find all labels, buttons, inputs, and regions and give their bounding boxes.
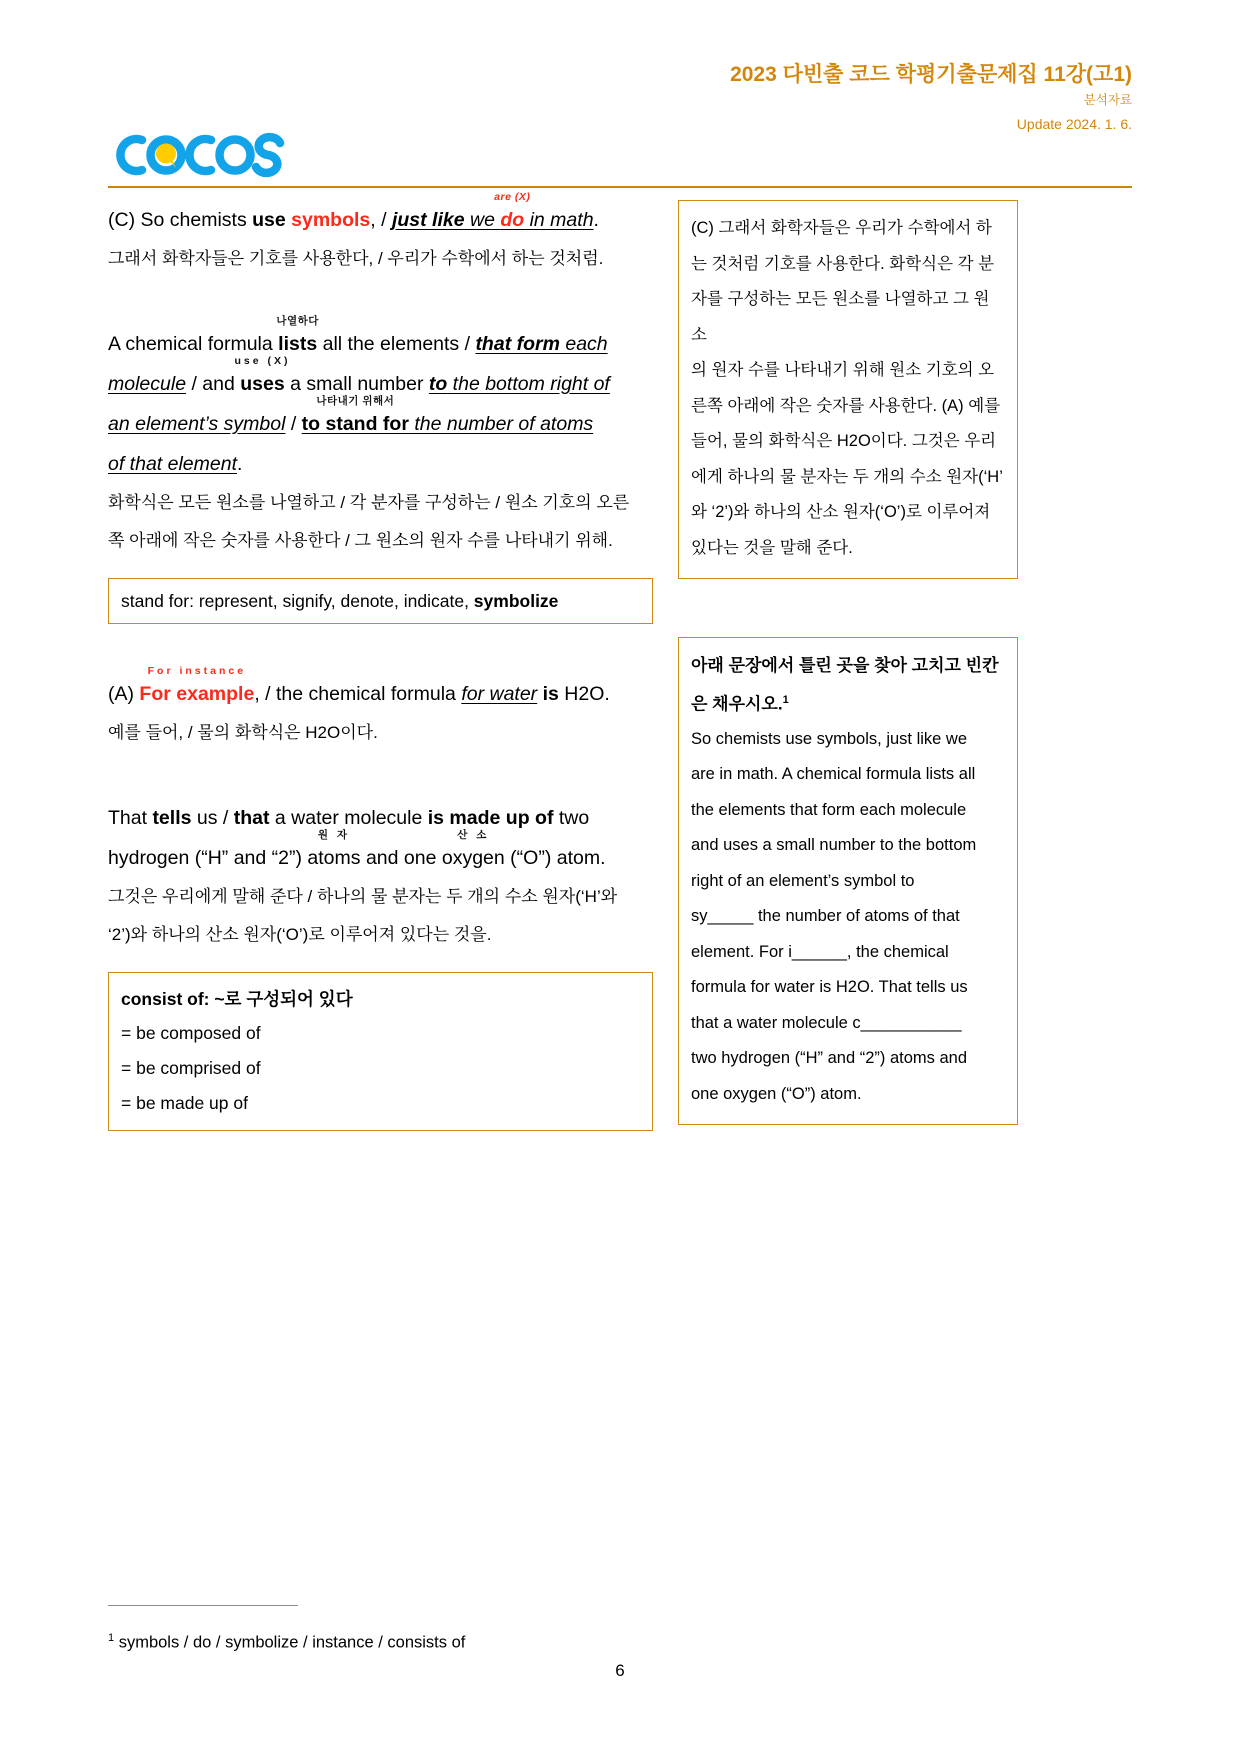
translation-line-6: 에게 하나의 물 분자는 두 개의 수소 원자(‘H’ bbox=[691, 467, 1003, 486]
marker-a: (A) bbox=[108, 683, 140, 705]
vocab-box-consist-of bbox=[108, 972, 653, 1131]
spacer-5 bbox=[108, 958, 653, 972]
exercise-box bbox=[678, 637, 1018, 1125]
p4l2-b: and one bbox=[360, 847, 442, 869]
p3-h2o: H2O. bbox=[558, 683, 610, 705]
translation-line-8: 있다는 것을 말해 준다. bbox=[691, 538, 853, 557]
p4-that: that bbox=[233, 807, 270, 829]
exercise-title-footnote-marker: 1 bbox=[782, 694, 789, 706]
korean-translation-box bbox=[678, 200, 1018, 579]
translation-line-5: 들어, 물의 화학식은 H2O이다. 그것은 우리 bbox=[691, 432, 997, 450]
p4-oxygen-ruby-group bbox=[441, 828, 505, 878]
p2-stand-for-annotation: 나타내기 위해서 bbox=[316, 394, 395, 407]
exercise-body-line-8: that a water molecule c___________ bbox=[691, 1013, 962, 1032]
p1-period: . bbox=[593, 209, 599, 231]
exercise-title-line-1: 아래 문장에서 틀린 곳을 찾아 고치고 빈칸 bbox=[691, 656, 999, 675]
exercise-body-line-2: the elements that form each molecule bbox=[691, 800, 967, 819]
p2-an-element-symbol: an element’s symbol bbox=[108, 413, 286, 435]
p4-atoms-ruby-group bbox=[307, 828, 361, 878]
vocab2-item-0: = be composed of bbox=[121, 1023, 261, 1043]
p4-line-2 bbox=[108, 828, 653, 878]
p2-line-4 bbox=[108, 444, 653, 484]
p2-uses-annotation: use (X) bbox=[234, 354, 291, 367]
p2-to: to bbox=[428, 373, 448, 395]
p2-korean-line-1: 화학식은 모든 원소를 나열하고 / 각 분자를 구성하는 / 원소 기호의 오른 bbox=[108, 493, 630, 512]
translation-line-2: 자를 구성하는 모든 원소를 나열하고 그 원소 bbox=[691, 290, 990, 344]
p2-lists: lists bbox=[278, 333, 318, 355]
p2l2-c: the bottom right of bbox=[447, 373, 610, 395]
exercise-title-line-2 bbox=[691, 683, 1005, 722]
paragraph-c-english bbox=[108, 190, 653, 240]
vocab2-title: consist of: ~로 구성되어 있다 bbox=[121, 989, 353, 1009]
footnote-divider bbox=[108, 1605, 298, 1606]
p2-of-that-element: of that element bbox=[108, 453, 237, 475]
p3-a: , / the chemical formula bbox=[254, 683, 462, 705]
vocab-box-stand-for bbox=[108, 578, 653, 624]
exercise-body-line-6: element. For i______, the chemical bbox=[691, 942, 949, 961]
exercise-body-line-5: sy_____ the number of atoms of that bbox=[691, 907, 960, 926]
p4l1-b: us / bbox=[191, 807, 234, 829]
p3-for-water: for water bbox=[461, 683, 538, 705]
p2l1-a: A chemical formula bbox=[108, 333, 279, 355]
p3-is: is bbox=[537, 683, 559, 705]
document-title: 2023 다빈출 코드 학평기출문제집 11강(고1) bbox=[730, 63, 1132, 86]
p4-tells: tells bbox=[152, 807, 192, 829]
p1-we: we bbox=[464, 209, 501, 231]
paragraph-a-english bbox=[108, 664, 653, 714]
exercise-body-line-0: So chemists use symbols, just like we bbox=[691, 729, 968, 748]
p1-do-annotation: are (X) bbox=[494, 190, 531, 203]
vocab2-item-1: = be comprised of bbox=[121, 1058, 261, 1078]
page-header bbox=[0, 0, 1240, 190]
p2l4-period: . bbox=[237, 453, 243, 475]
exercise-body-line-10: one oxygen (“O”) atom. bbox=[691, 1084, 862, 1103]
p2-line-1 bbox=[108, 314, 653, 364]
p1-do-ruby-group bbox=[494, 190, 531, 240]
p2l3-a: / bbox=[285, 413, 302, 435]
p2-korean-line-2: 쪽 아래에 작은 숫자를 사용한다 / 그 원소의 원자 수를 나타내기 위해. bbox=[108, 531, 613, 550]
translation-line-4: 른쪽 아래에 작은 숫자를 사용한다. (A) 예를 bbox=[691, 396, 1001, 415]
spacer-right-1 bbox=[678, 579, 1018, 637]
translation-line-0: (C) 그래서 화학자들은 우리가 수학에서 하 bbox=[691, 219, 992, 237]
exercise-title-line-2-text: 은 채우시오. bbox=[691, 694, 783, 714]
document-subtitle: 분석자료 bbox=[1083, 93, 1132, 108]
document-update-date: Update 2024. 1. 6. bbox=[1016, 115, 1132, 132]
p4-atoms-annotation: 원 자 bbox=[317, 828, 351, 841]
translation-line-3: 의 원자 수를 나타내기 위해 원소 기호의 오 bbox=[691, 361, 995, 379]
p2-stand-for-ruby-group bbox=[301, 394, 409, 444]
p4-korean-line-1: 그것은 우리에게 말해 준다 / 하나의 물 분자는 두 개의 수소 원자(‘H’와 bbox=[108, 887, 618, 906]
p3-for-example-ruby-group bbox=[139, 664, 255, 714]
p3-for-example-annotation: For instance bbox=[147, 664, 247, 677]
p4-atoms: atoms bbox=[307, 847, 361, 869]
p1-symbols: symbols bbox=[291, 209, 371, 231]
p2-stand-for: to stand for bbox=[301, 413, 409, 435]
right-column bbox=[678, 200, 1018, 1125]
vocab1-bold-tail: symbolize bbox=[473, 591, 559, 611]
p2l1-b: all the elements / bbox=[317, 333, 476, 355]
marker-c: (C) bbox=[108, 209, 141, 231]
p4l1-d: two bbox=[553, 807, 590, 829]
vocab1-head: stand for: represent, signify, denote, indicate, bbox=[121, 591, 474, 611]
exercise-body-line-1: are in math. A chemical formula lists all bbox=[691, 765, 976, 784]
p4-korean-line-2: ‘2’)와 하나의 산소 원자(‘O’)로 이루어져 있다는 것을. bbox=[108, 925, 492, 944]
p1-do: do bbox=[500, 209, 525, 231]
p4l1-a: That bbox=[108, 807, 153, 829]
p4-oxygen: oxygen bbox=[441, 847, 505, 869]
p4-line-1 bbox=[108, 798, 653, 838]
p4-is-made-up-of: is made up of bbox=[427, 807, 554, 829]
p2l3-b: the number of atoms bbox=[408, 413, 594, 435]
footnote-text: symbols / do / symbolize / instance / consists of bbox=[114, 1633, 466, 1652]
p1-use: use bbox=[252, 209, 286, 231]
spacer-4 bbox=[108, 756, 653, 798]
paragraph-tells bbox=[108, 798, 653, 954]
p2-uses-ruby-group bbox=[234, 354, 291, 404]
p2-lists-annotation: 나열하다 bbox=[276, 314, 319, 327]
translation-line-1: 는 것처럼 기호를 사용한다. 화학식은 각 분 bbox=[691, 254, 995, 273]
cocos-logo bbox=[108, 128, 308, 182]
exercise-body-line-9: two hydrogen (“H” and “2”) atoms and bbox=[691, 1049, 968, 1068]
exercise-body-line-4: right of an element’s symbol to bbox=[691, 871, 915, 890]
p4l2-a: hydrogen (“H” and “2”) bbox=[108, 847, 308, 869]
page-number: 6 bbox=[615, 1661, 625, 1680]
spacer-2 bbox=[108, 564, 653, 578]
p2-each: each bbox=[559, 333, 608, 355]
header-divider bbox=[108, 186, 1132, 188]
p1-just-like: just like bbox=[391, 209, 465, 231]
p2-that-form: that form bbox=[475, 333, 560, 355]
p1-text-a: So chemists bbox=[140, 209, 253, 231]
p2l2-a: / and bbox=[186, 373, 241, 395]
p4l2-c: (“O”) atom. bbox=[504, 847, 606, 869]
paragraph-c-korean: 그래서 화학자들은 기호를 사용한다, / 우리가 수학에서 하는 것처럼. bbox=[108, 249, 604, 268]
footnote bbox=[108, 1625, 465, 1656]
p2-molecule: molecule bbox=[108, 373, 187, 395]
exercise-body-line-3: and uses a small number to the bottom bbox=[691, 836, 977, 855]
vocab2-item-2: = be made up of bbox=[121, 1093, 248, 1113]
footnote-marker: 1 bbox=[108, 1632, 115, 1644]
paragraph-formula bbox=[108, 314, 653, 560]
header-title-block bbox=[730, 62, 1132, 133]
paragraph-c bbox=[108, 190, 653, 278]
left-column bbox=[108, 190, 653, 1131]
p4l1-c: a water molecule bbox=[269, 807, 428, 829]
vocab-box-stand-for-text bbox=[121, 588, 640, 614]
p4-oxygen-annotation: 산 소 bbox=[457, 828, 490, 841]
p1-in-math: in math bbox=[524, 209, 594, 231]
p3-for-example: For example bbox=[139, 683, 255, 705]
spacer-1 bbox=[108, 282, 653, 324]
p2l2-b: a small number bbox=[284, 373, 429, 395]
paragraph-a bbox=[108, 664, 653, 752]
paragraph-a-korean: 예를 들어, / 물의 화학식은 H2O이다. bbox=[108, 723, 378, 742]
p2-line-3 bbox=[108, 394, 653, 444]
exercise-body-line-7: formula for water is H2O. That tells us bbox=[691, 978, 968, 997]
p1-comma-slash: , / bbox=[370, 209, 392, 231]
p2-uses: uses bbox=[240, 373, 285, 395]
translation-line-7: 와 ‘2’)와 하나의 산소 원자(‘O’)로 이루어져 bbox=[691, 503, 991, 521]
